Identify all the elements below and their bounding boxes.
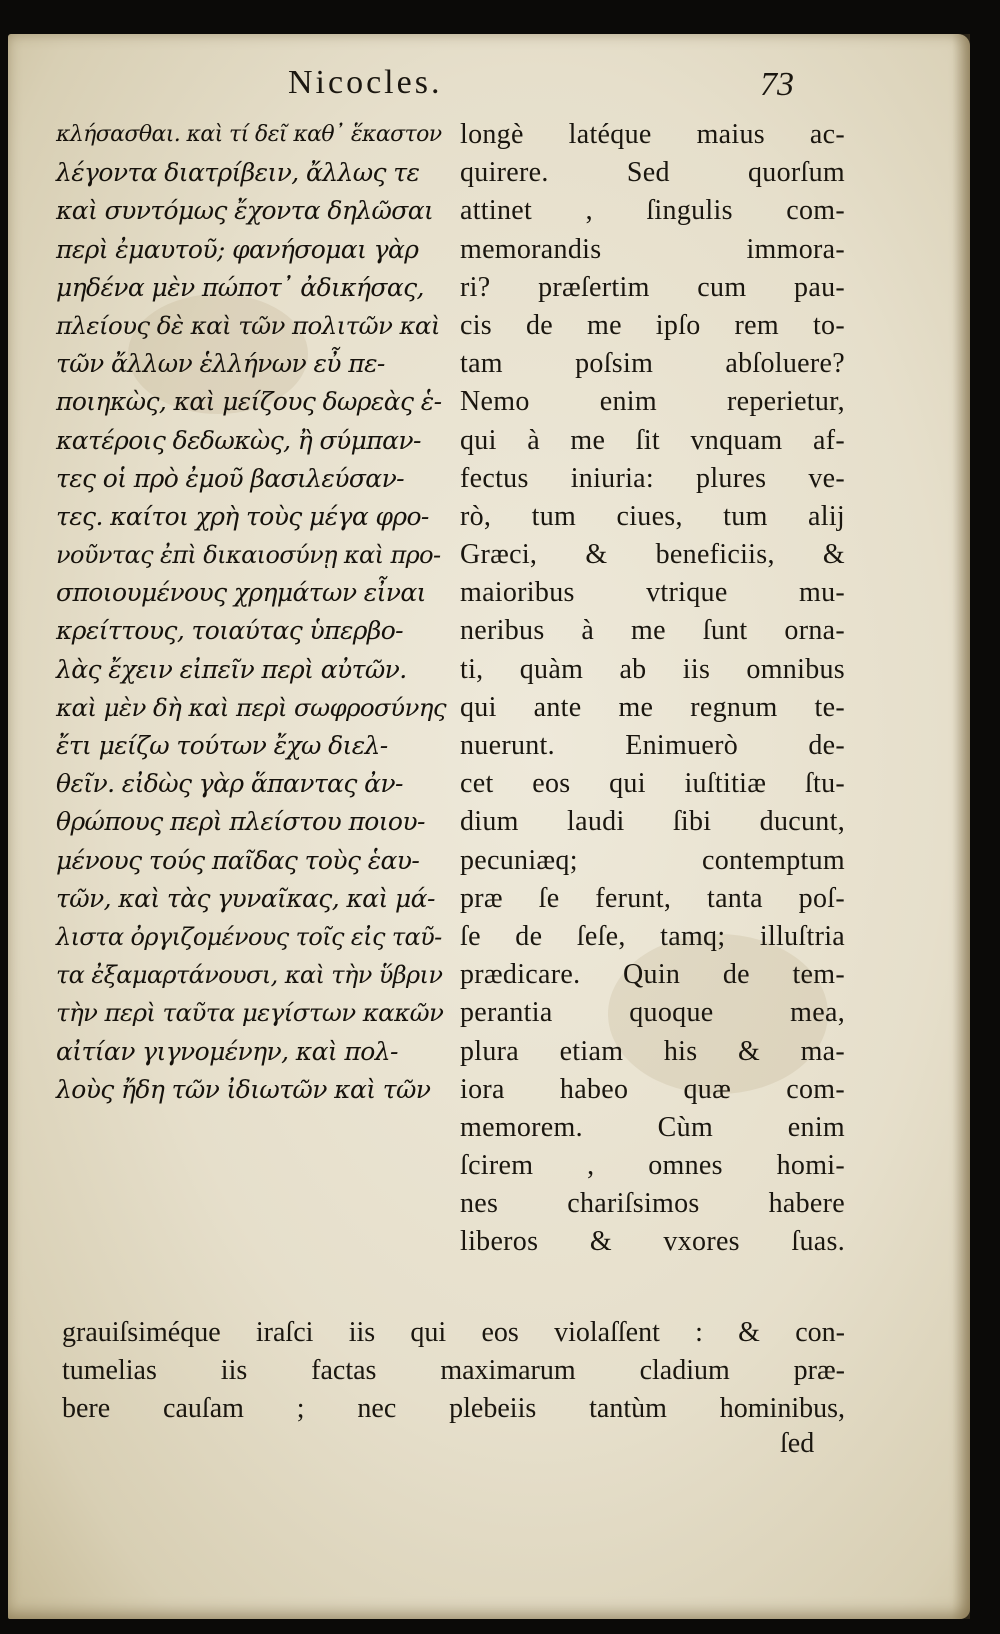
- text-line: cis de me ipſo rem to-: [460, 309, 845, 341]
- text-line: τα ἐξαμαρτάνουσι, καὶ τὴν ὕβριν: [56, 961, 443, 990]
- text-line: iora habeo quæ com-: [460, 1073, 845, 1105]
- text-line: Nemo enim reperietur,: [460, 386, 845, 418]
- text-line: perantia quoque mea,: [460, 997, 845, 1029]
- text-line: καὶ μὲν δὴ καὶ περὶ σωφροσύνης: [56, 692, 446, 722]
- text-line: κρείττους, τοιαύτας ὑπερβο-: [56, 616, 404, 646]
- text-line: τες. καίτοι χρὴ τοὺς μέγα φρο-: [56, 501, 429, 531]
- text-line: σποιουμένους χρημάτων εἶναι: [56, 578, 426, 608]
- text-line: nuerunt. Enimuerò de-: [460, 730, 845, 761]
- text-line: νοῦντας ἐπὶ δικαιοσύνῃ καὶ προ-: [56, 541, 441, 570]
- text-line: τῶν ἄλλων ἑλλήνων εὖ πε-: [56, 349, 385, 379]
- page-number: 73: [760, 66, 794, 103]
- text-line: neribus à me ſunt orna-: [460, 615, 845, 647]
- text-line: tumelias iis factas maximarum cladium præ-: [62, 1355, 845, 1386]
- catchword: ſed: [780, 1428, 815, 1459]
- text-line: liberos & vxores ſuas.: [460, 1226, 845, 1258]
- text-line: τες οἱ πρὸ ἐμοῦ βασιλεύσαν-: [56, 463, 405, 493]
- text-line: λὰς ἔχειν εἰπεῖν περὶ αὐτῶν.: [56, 654, 407, 684]
- text-line: cet eos qui iuſtitiæ ſtu-: [460, 768, 845, 800]
- text-line: prædicare. Quin de tem-: [460, 959, 845, 991]
- text-line: dium laudi ſibi ducunt,: [460, 806, 845, 838]
- text-line: rò, tum ciues, tum alij: [460, 500, 845, 532]
- text-line: τῶν, καὶ τὰς γυναῖκας, καὶ μά-: [56, 883, 435, 913]
- text-line: tam poſsim abſoluere?: [460, 348, 845, 380]
- text-line: qui à me ſit vnquam af-: [460, 424, 845, 456]
- text-line: fectus iniuria: plures ve-: [460, 462, 845, 494]
- text-line: longè latéque maius ac-: [460, 119, 845, 150]
- text-line: θρώπους περὶ πλείστου ποιου-: [56, 807, 425, 837]
- text-line: λιστα ὀργιζομένους τοῖς εἰς ταῦ-: [56, 922, 442, 951]
- text-line: memorem. Cùm enim: [460, 1111, 845, 1143]
- text-line: memorandis immora-: [460, 233, 845, 265]
- text-line: μένους τούς παῖδας τοὺς ἑαυ-: [56, 845, 420, 875]
- text-line: κατέροις δεδωκὼς, ἢ σύμπαν-: [56, 425, 421, 455]
- text-line: καὶ συντόμως ἔχοντα δηλῶσαι: [56, 196, 434, 226]
- latin-text-column: [460, 116, 845, 1262]
- text-line: maioribus vtrique mu-: [460, 577, 845, 609]
- text-line: præ ſe ferunt, tanta poſ-: [460, 882, 845, 914]
- text-line: ſcirem , omnes homi-: [460, 1150, 845, 1182]
- text-line: ſe de ſeſe, tamq; illuſtria: [460, 920, 845, 952]
- text-line: λέγοντα διατρίβειν, ἄλλως τε: [56, 158, 420, 188]
- text-line: μηδένα μὲν πώποτ᾽ ἀδικήσας,: [56, 272, 424, 302]
- text-line: περὶ ἐμαυτοῦ; φανήσομαι γὰρ: [56, 234, 419, 264]
- text-line: Græci, & beneficiis, &: [460, 539, 845, 571]
- text-line: grauiſsiméque iraſci iis qui eos violaſſent : & con-: [62, 1317, 845, 1348]
- text-line: πλείους δὲ καὶ τῶν πολιτῶν καὶ: [56, 310, 440, 340]
- text-line: qui ante me regnum te-: [460, 691, 845, 723]
- text-line: τὴν περὶ ταῦτα μεγίστων κακῶν: [56, 998, 444, 1028]
- text-line: αἰτίαν γιγνομένην, καὶ πολ-: [56, 1036, 398, 1066]
- text-line: nes chariſsimos habere: [460, 1188, 845, 1220]
- text-line: ποιηκὼς, καὶ μείζους δωρεὰς ἑ-: [56, 387, 442, 417]
- text-line: λοὺς ἤδη τῶν ἰδιωτῶν καὶ τῶν: [56, 1074, 431, 1104]
- page-edge-shadow: [952, 34, 970, 1619]
- running-head: Nicocles.: [288, 64, 443, 101]
- text-line: ἔτι μείζω τούτων ἔχω διελ-: [56, 731, 388, 760]
- text-line: ri? præſertim cum pau-: [460, 271, 845, 303]
- text-line: κλήσασθαι. καὶ τί δεῖ καθ᾽ ἕκαστον: [56, 122, 442, 147]
- text-line: plura etiam his & ma-: [460, 1035, 845, 1067]
- text-line: attinet , ſingulis com-: [460, 195, 845, 227]
- greek-text-column: [56, 116, 446, 1109]
- text-line: bere cauſam ; nec plebeiis tantùm hominibus,: [62, 1393, 845, 1424]
- text-line: ti, quàm ab iis omnibus: [460, 653, 845, 685]
- text-line: quirere. Sed quorſum: [460, 157, 845, 189]
- text-line: θεῖν. εἰδὼς γὰρ ἅπαντας ἀν-: [56, 769, 403, 799]
- full-width-latin-text: [62, 1314, 845, 1428]
- text-line: pecuniæq; contemptum: [460, 844, 845, 876]
